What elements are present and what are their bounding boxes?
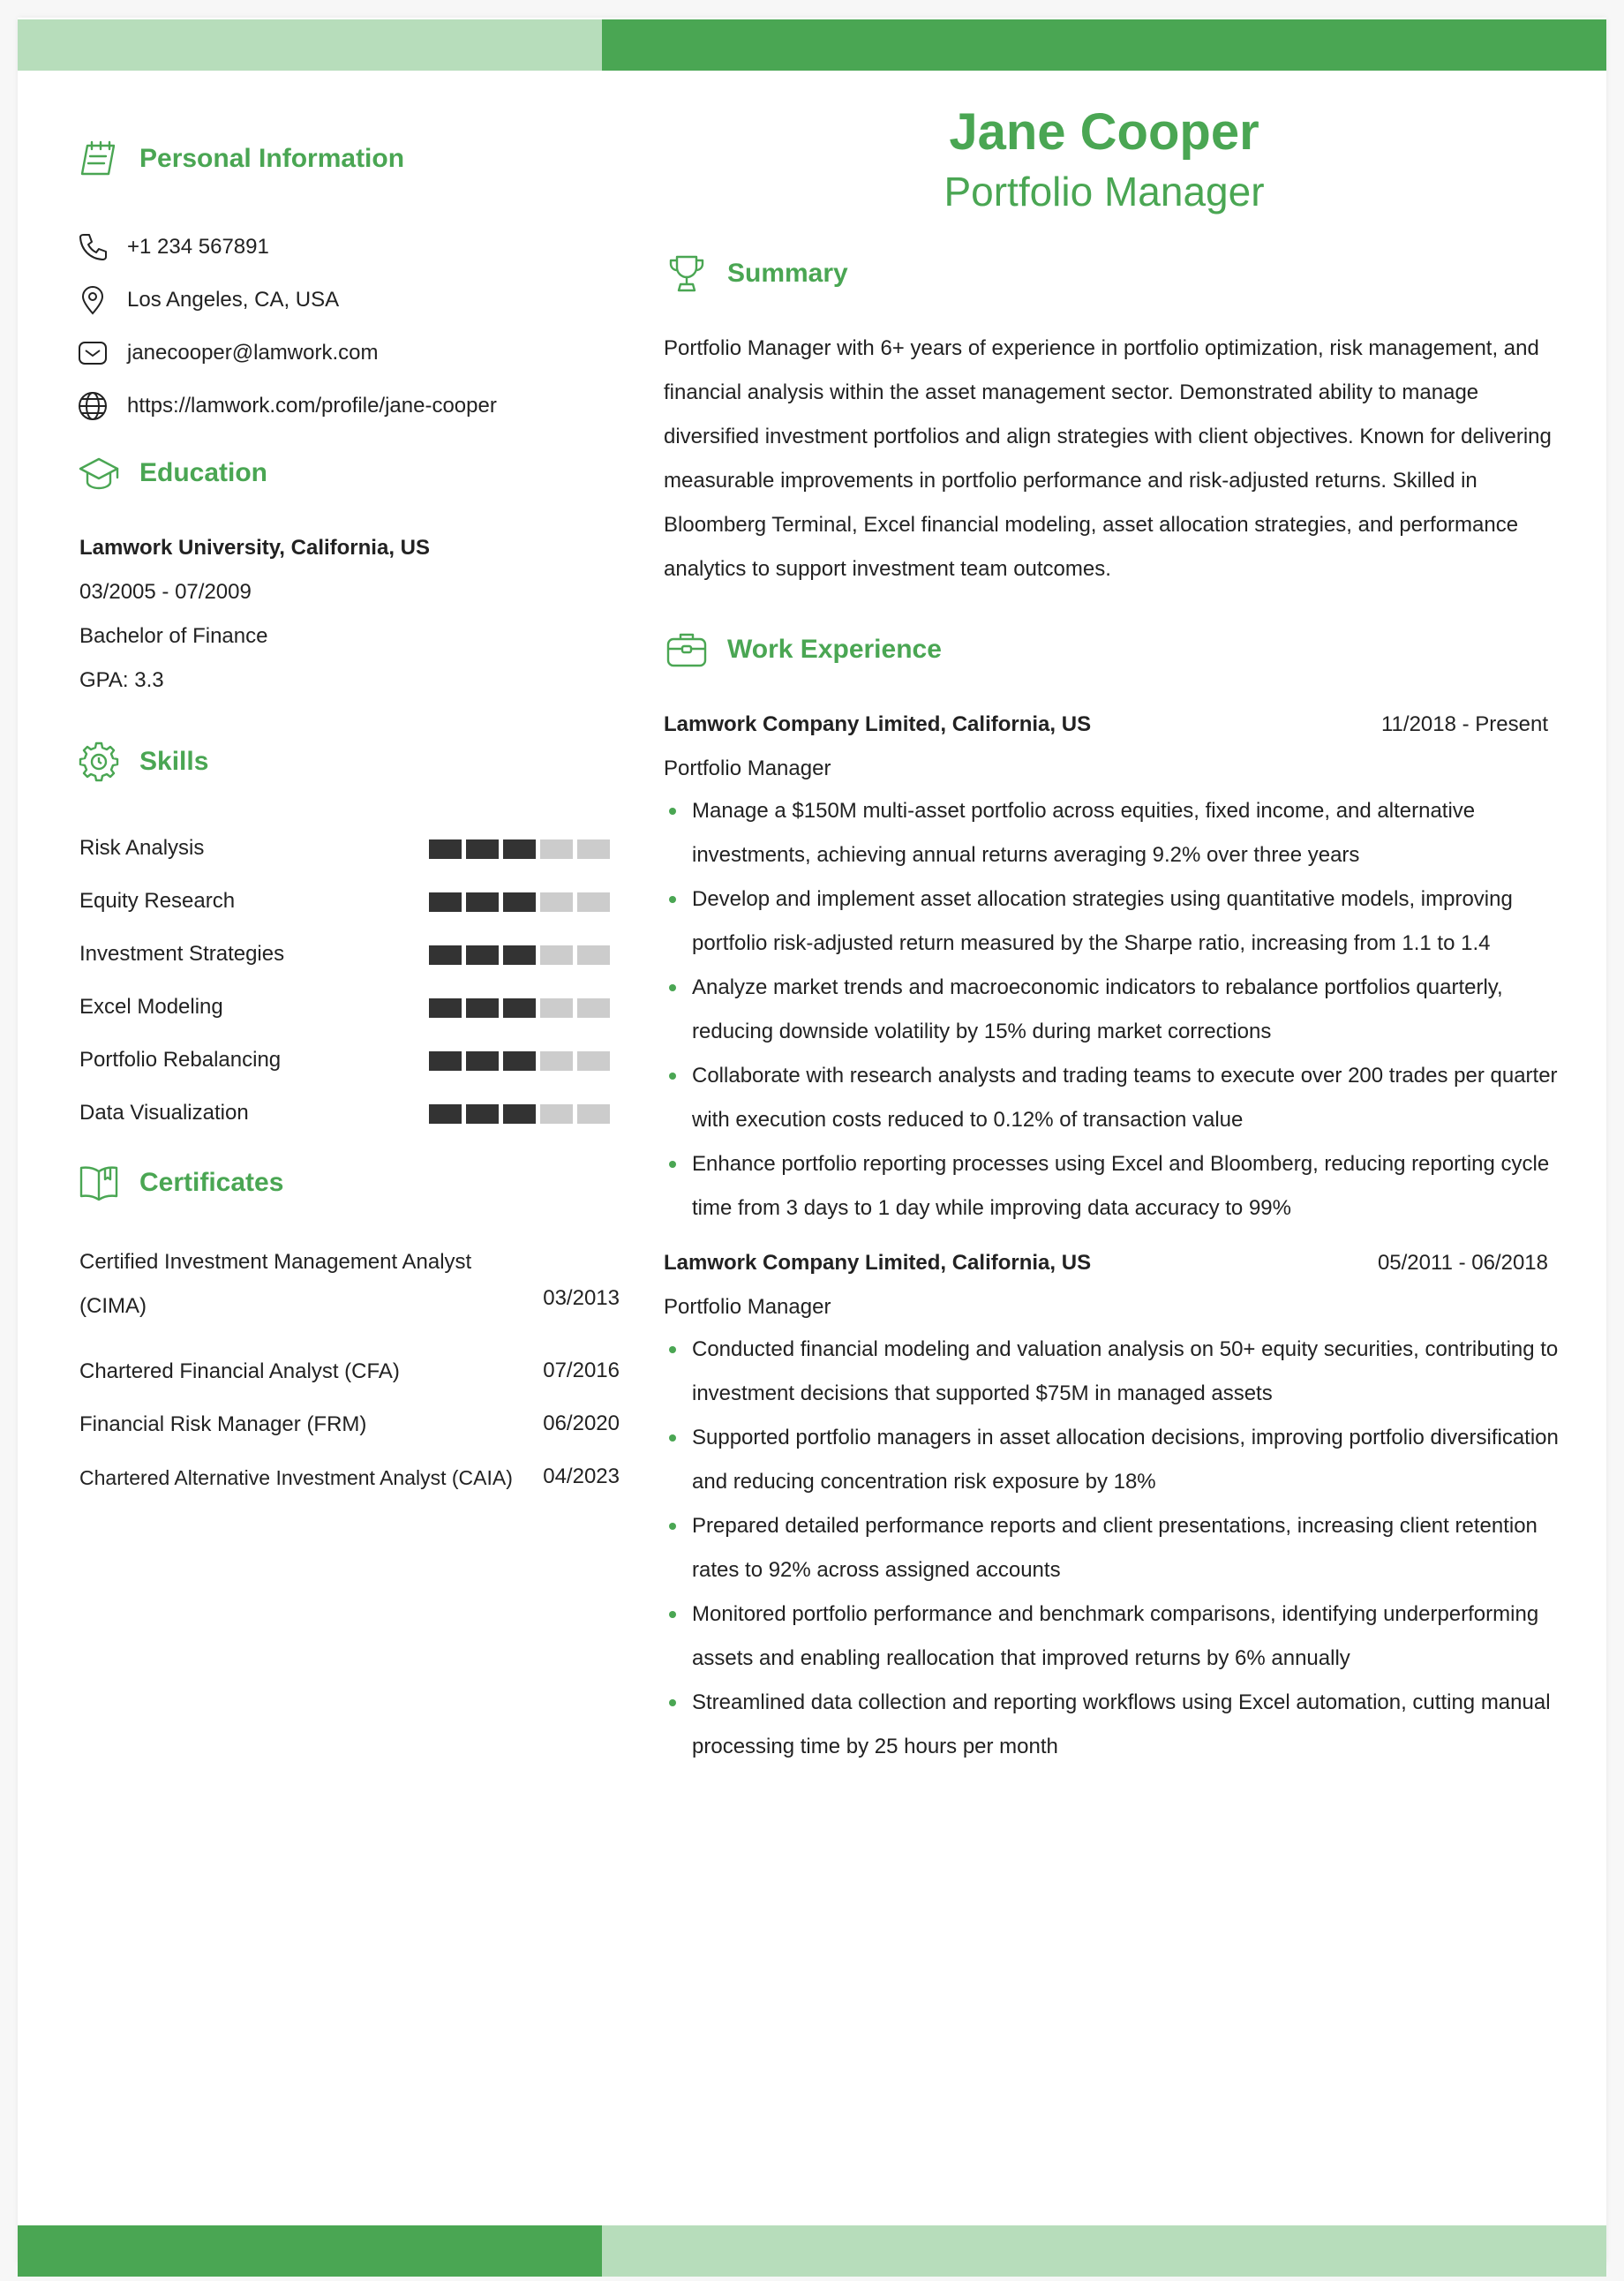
skill-block-filled: [429, 839, 462, 859]
skill-block-filled: [503, 1104, 536, 1124]
job-dates: 11/2018 - Present: [1380, 712, 1548, 736]
skill-block-filled: [503, 998, 536, 1018]
candidate-name: Jane Cooper: [949, 103, 1259, 161]
summary-text: Portfolio Manager with 6+ years of experience in portfolio optimization, risk management, and financial analysis within the asset management sector. Demonstrated ability to manage diversified investment portfolios and align strategies with client objectives. Known for delivering measurable improvements in portfolio performance and risk-adjusted returns. Skilled in Bloomberg Terminal, Excel financial modeling, asset allocation strategies, and performance analytics to support investment team outcomes.: [664, 336, 1552, 581]
envelope-icon: [76, 336, 109, 370]
gear-icon: [76, 739, 122, 785]
job-bullet: Conducted financial modeling and valuation analysis on 50+ equity securities, contributing to investment decisions that supported $75M in managed assets: [664, 1328, 1564, 1416]
skill-row: [79, 1043, 618, 1078]
skill-name: Investment Strategies: [79, 942, 285, 966]
certificate-name: Chartered Financial Analyst (CFA): [79, 1359, 400, 1383]
skill-name: Equity Research: [79, 889, 236, 913]
globe-icon: [76, 389, 109, 423]
section-title: Work Experience: [727, 635, 942, 664]
skill-block-empty: [577, 945, 610, 965]
bottom-bar-right: [602, 2225, 1606, 2277]
job-role: Portfolio Manager: [664, 1295, 831, 1319]
skill-block-filled: [503, 892, 536, 912]
top-bar-right: [602, 19, 1606, 71]
skill-name: Excel Modeling: [79, 995, 223, 1019]
job-bullet: Streamlined data collection and reporting workflows using Excel automation, cutting manual processing time by 25 hours per month: [664, 1681, 1564, 1769]
contact-phone: [76, 230, 269, 264]
education-school: Lamwork University, California, US: [79, 536, 430, 560]
phone-icon: [76, 230, 109, 264]
job-bullet: Enhance portfolio reporting processes using Excel and Bloomberg, reducing reporting cycle time from 3 days to 1 day while improving data accuracy to 99%: [664, 1142, 1564, 1231]
resume-page: [18, 18, 1606, 2263]
certificates-heading: [76, 1160, 283, 1206]
certificate-date: 06/2020: [543, 1412, 620, 1435]
certificate-item: [79, 1251, 620, 1339]
skill-block-filled: [429, 945, 462, 965]
skill-block-filled: [466, 892, 499, 912]
skill-block-empty: [540, 1104, 573, 1124]
contact-email: [76, 336, 378, 370]
skill-block-filled: [466, 945, 499, 965]
personal-info-heading: [76, 136, 404, 182]
contact-website: [76, 389, 497, 423]
education-gpa: GPA: 3.3: [79, 668, 164, 692]
skill-level: [429, 945, 614, 965]
email-text[interactable]: janecooper@lamwork.com: [127, 341, 379, 365]
skill-block-filled: [429, 998, 462, 1018]
education-dates: 03/2005 - 07/2009: [79, 580, 252, 604]
section-title: Education: [139, 458, 268, 487]
skill-level: [429, 839, 614, 859]
job-bullets: [664, 1328, 1564, 1769]
job-role: Portfolio Manager: [664, 757, 831, 780]
job-dates: 05/2011 - 06/2018: [1377, 1251, 1548, 1275]
candidate-title: Portfolio Manager: [944, 169, 1265, 215]
skill-block-filled: [429, 1104, 462, 1124]
certificate-item: [79, 1464, 620, 1500]
skill-name: Risk Analysis: [79, 836, 205, 860]
certificate-date: 04/2023: [543, 1464, 620, 1488]
skill-block-filled: [466, 1104, 499, 1124]
map-pin-icon: [76, 283, 109, 317]
certificate-item: [79, 1359, 620, 1394]
skill-block-filled: [429, 1051, 462, 1071]
certificate-date: 03/2013: [543, 1286, 620, 1310]
skill-block-empty: [577, 1051, 610, 1071]
job-bullet: Supported portfolio managers in asset allocation decisions, improving portfolio diversification and reducing concentration risk exposure by 18%: [664, 1416, 1564, 1504]
certificate-date: 07/2016: [543, 1359, 620, 1382]
skill-row: [79, 884, 618, 919]
skill-level: [429, 1104, 614, 1124]
top-bar-left: [18, 19, 602, 71]
website-link[interactable]: https://lamwork.com/profile/jane-cooper: [127, 394, 497, 418]
phone-text[interactable]: +1 234 567891: [127, 235, 269, 259]
job-bullet: Analyze market trends and macroeconomic indicators to rebalance portfolios quarterly, reducing downside volatility by 15% during market corrections: [664, 966, 1564, 1054]
job-company: Lamwork Company Limited, California, US: [664, 1251, 1092, 1275]
job-company: Lamwork Company Limited, California, US: [664, 712, 1092, 736]
section-title: Certificates: [139, 1168, 284, 1197]
education-heading: [76, 450, 267, 496]
skill-block-empty: [577, 839, 610, 859]
work-experience-heading: [664, 627, 942, 673]
skill-block-empty: [540, 945, 573, 965]
job-bullet: Monitored portfolio performance and benchmark comparisons, identifying underperforming assets and enabling reallocation that improved returns by 6% annually: [664, 1592, 1564, 1681]
certificate-name: Chartered Alternative Investment Analyst (CAIA): [79, 1466, 513, 1489]
calendar-note-icon: [76, 136, 122, 182]
contact-location: [76, 283, 339, 317]
skill-name: Data Visualization: [79, 1101, 249, 1125]
skill-block-filled: [503, 839, 536, 859]
skill-row: [79, 937, 618, 972]
trophy-icon: [664, 251, 710, 297]
skill-block-empty: [540, 892, 573, 912]
skill-row: [79, 990, 618, 1025]
skill-block-filled: [466, 1051, 499, 1071]
skill-block-filled: [466, 998, 499, 1018]
open-book-icon: [76, 1160, 122, 1206]
skill-level: [429, 1051, 614, 1071]
skill-block-empty: [577, 1104, 610, 1124]
section-title: Summary: [727, 259, 848, 288]
job-bullet: Develop and implement asset allocation strategies using quantitative models, improving portfolio risk-adjusted return measured by the Sharpe ratio, increasing from 1.1 to 1.4: [664, 877, 1564, 966]
skill-block-filled: [503, 1051, 536, 1071]
bottom-bar-left: [18, 2225, 602, 2277]
skill-row: [79, 1095, 618, 1131]
skill-name: Portfolio Rebalancing: [79, 1048, 282, 1072]
skill-block-empty: [540, 839, 573, 859]
graduation-cap-icon: [76, 450, 122, 496]
skill-block-empty: [577, 998, 610, 1018]
summary-heading: [664, 251, 848, 297]
skill-row: [79, 831, 618, 866]
skill-level: [429, 892, 614, 912]
certificate-name: Financial Risk Manager (FRM): [79, 1412, 367, 1436]
skills-heading: [76, 739, 208, 785]
skill-block-filled: [466, 839, 499, 859]
education-degree: Bachelor of Finance: [79, 624, 268, 648]
certificate-item: [79, 1412, 620, 1447]
section-title: Personal Information: [139, 144, 405, 173]
skill-block-empty: [540, 998, 573, 1018]
skill-block-empty: [540, 1051, 573, 1071]
job-bullet: Prepared detailed performance reports and client presentations, increasing client retention rates to 92% across assigned accounts: [664, 1504, 1564, 1592]
briefcase-icon: [664, 627, 710, 673]
skill-block-filled: [503, 945, 536, 965]
location-text: Los Angeles, CA, USA: [127, 288, 340, 312]
skill-block-empty: [577, 892, 610, 912]
job-bullet: Manage a $150M multi-asset portfolio across equities, fixed income, and alternative investments, achieving annual returns averaging 9.2% over three years: [664, 789, 1564, 877]
skill-block-filled: [429, 892, 462, 912]
job-bullets: [664, 789, 1564, 1231]
job-bullet: Collaborate with research analysts and trading teams to execute over 200 trades per quarter with execution costs reduced to 0.12% of transaction value: [664, 1054, 1564, 1142]
section-title: Skills: [139, 747, 209, 776]
skill-level: [429, 998, 614, 1018]
certificate-name: Certified Investment Management Analyst (CIMA): [79, 1250, 472, 1318]
